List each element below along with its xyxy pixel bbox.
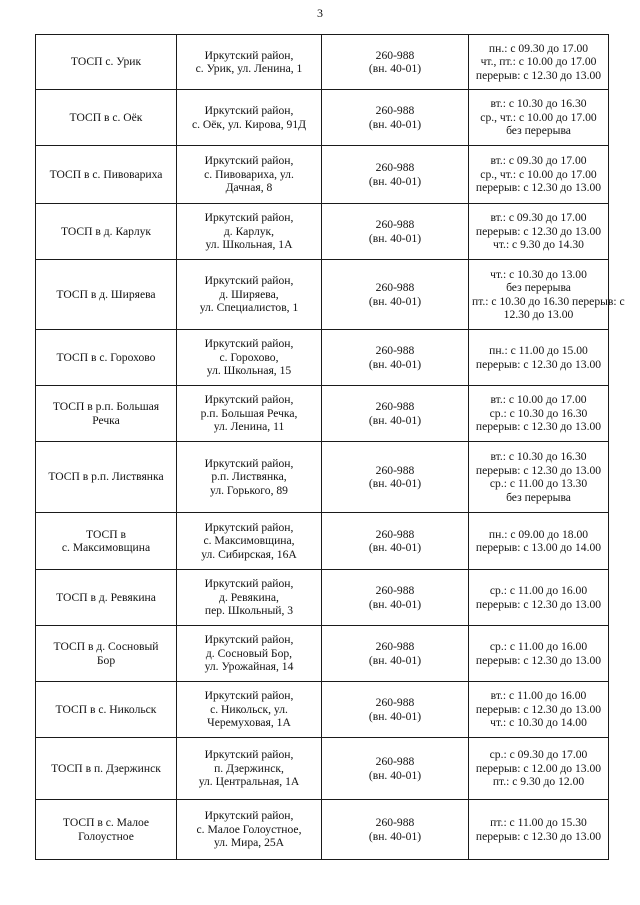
hours-line: перерыв: с 13.00 до 14.00: [475, 541, 602, 554]
address-line: р.п. Большая Речка,: [200, 406, 298, 420]
address-line: ул. Урожайная, 14: [204, 660, 294, 674]
table-row: [36, 800, 609, 860]
phone-line: 260-988: [375, 755, 415, 768]
office-name-line: Голоустное: [78, 829, 134, 843]
hours-cell: [469, 738, 609, 800]
address-line: Иркутский район,: [204, 633, 294, 647]
office-name-line: ТОСП с. Урик: [70, 55, 142, 69]
hours-cell: [469, 626, 609, 682]
phone-line: 260-988: [375, 281, 415, 294]
address-line: Черемуховая, 1А: [207, 716, 291, 730]
address-line: Иркутский район,: [204, 520, 294, 534]
hours-line: пт.: с 9.30 до 12.00: [492, 775, 585, 789]
address-line: ул. Школьная, 15: [206, 364, 292, 378]
office-name-cell: [36, 513, 177, 570]
office-name-line: ТОСП в д. Ревякина: [56, 590, 156, 604]
address-cell: [177, 330, 322, 386]
phone-cell: [322, 738, 469, 800]
hours-line: пт.: с 10.30 до 16.30 перерыв: с: [472, 294, 625, 308]
address-cell: [177, 386, 322, 442]
hours-line: ср.: с 11.00 до 16.00: [489, 640, 588, 653]
address-line: ул. Мира, 25А: [213, 836, 285, 850]
hours-line: ср., чт.: с 10.00 до 17.00: [480, 110, 597, 124]
address-line: ул. Школьная, 1А: [205, 238, 293, 252]
address-line: Иркутский район,: [204, 748, 294, 762]
phone-line: 260-988: [375, 48, 415, 62]
office-name-cell: [36, 800, 177, 860]
hours-line: вт.: с 10.30 до 16.30: [490, 97, 587, 111]
page-number: 3: [317, 6, 323, 20]
office-name-line: ТОСП в: [86, 527, 126, 541]
address-cell: [177, 90, 322, 146]
table-row: [36, 513, 609, 570]
address-line: с. Урик, ул. Ленина, 1: [195, 62, 303, 75]
office-name-cell: [36, 738, 177, 800]
address-cell: [177, 204, 322, 260]
office-name-line: ТОСП в п. Дзержинск: [51, 761, 161, 775]
address-line: Иркутский район,: [204, 393, 294, 407]
table-row: [36, 90, 609, 146]
address-line: ул. Центральная, 1А: [198, 775, 300, 789]
address-line: Иркутский район,: [204, 274, 294, 288]
phone-cell: [322, 330, 469, 386]
address-line: Иркутский район,: [204, 456, 294, 470]
phone-cell: [322, 386, 469, 442]
hours-cell: [469, 570, 609, 626]
table-row: [36, 204, 609, 260]
hours-line: вт.: с 10.00 до 17.00: [490, 393, 587, 407]
office-name-cell: [36, 626, 177, 682]
address-cell: [177, 513, 322, 570]
hours-line: пн.: с 09.00 до 18.00: [488, 527, 589, 541]
address-line: пер. Школьный, 3: [204, 604, 294, 618]
address-line: д. Ширяева,: [219, 287, 279, 301]
hours-cell: [469, 682, 609, 738]
hours-line: ср.: с 11.00 до 16.00: [489, 584, 588, 597]
hours-line: перерыв: с 12.30 до 13.00: [475, 702, 602, 716]
address-line: Иркутский район,: [204, 337, 294, 351]
table-row: [36, 386, 609, 442]
phone-line: (вн. 40-01): [368, 174, 422, 188]
hours-cell: [469, 513, 609, 570]
hours-line: пн.: с 09.30 до 17.00: [488, 41, 589, 55]
phone-line: (вн. 40-01): [368, 294, 422, 308]
hours-line: перерыв: с 12.00 до 13.00: [475, 761, 602, 775]
hours-line: пн.: с 11.00 до 15.00: [489, 344, 588, 357]
office-name-line: ТОСП в с. Оёк: [69, 110, 143, 124]
address-cell: [177, 442, 322, 513]
office-name-line: ТОСП в р.п. Листвянка: [48, 470, 164, 484]
phone-cell: [322, 626, 469, 682]
offices-table-body: [36, 35, 625, 860]
address-line: ул. Ленина, 11: [213, 420, 285, 434]
hours-cell: [469, 260, 625, 330]
office-name-line: Бор: [96, 653, 116, 667]
address-cell: [177, 260, 322, 330]
office-name-line: ТОСП в д. Сосновый: [53, 640, 159, 653]
phone-cell: [322, 800, 469, 860]
hours-line: перерыв: с 12.30 до 13.00: [475, 829, 602, 843]
table-row: [36, 626, 609, 682]
address-cell: [177, 800, 322, 860]
address-line: Иркутский район,: [204, 154, 294, 168]
phone-line: 260-988: [375, 463, 415, 477]
table-row: [36, 738, 609, 800]
address-cell: [177, 35, 322, 90]
hours-line: перерыв: с 12.30 до 13.00: [475, 181, 602, 195]
hours-line: 12.30 до 13.00: [503, 308, 574, 321]
hours-line: перерыв: с 12.30 до 13.00: [475, 68, 602, 82]
phone-line: (вн. 40-01): [368, 413, 422, 427]
office-name-cell: [36, 682, 177, 738]
address-line: Иркутский район,: [204, 689, 294, 703]
address-line: с. Максимовщина,: [203, 534, 295, 548]
hours-line: перерыв: с 12.30 до 13.00: [475, 357, 602, 371]
hours-line: перерыв: с 12.30 до 13.00: [475, 597, 602, 611]
office-name-line: ТОСП в с. Никольск: [55, 702, 157, 716]
phone-line: 260-988: [375, 816, 415, 829]
hours-cell: [469, 35, 609, 90]
phone-line: 260-988: [375, 344, 415, 357]
address-line: Иркутский район,: [204, 48, 294, 62]
hours-line: вт.: с 09.30 до 17.00: [490, 211, 587, 225]
address-line: д. Карлук,: [223, 224, 275, 238]
phone-line: (вн. 40-01): [368, 231, 422, 245]
address-line: ул. Сибирская, 16А: [201, 547, 297, 561]
phone-line: 260-988: [375, 104, 415, 117]
office-name-cell: [36, 35, 177, 90]
phone-line: 260-988: [375, 400, 415, 413]
phone-cell: [322, 204, 469, 260]
phone-line: (вн. 40-01): [368, 477, 422, 490]
hours-line: вт.: с 11.00 до 16.00: [490, 689, 587, 703]
phone-cell: [322, 90, 469, 146]
phone-line: (вн. 40-01): [368, 357, 422, 371]
address-line: с. Оёк, ул. Кирова, 91Д: [191, 117, 307, 131]
hours-line: пт.: с 11.00 до 15.30: [490, 816, 587, 829]
hours-cell: [469, 146, 609, 204]
table-row: [36, 260, 609, 330]
office-name-cell: [36, 260, 177, 330]
office-name-line: ТОСП в д. Ширяева: [56, 287, 156, 301]
table-row: [36, 570, 609, 626]
hours-line: перерыв: с 12.30 до 13.00: [475, 653, 602, 667]
phone-line: 260-988: [375, 527, 415, 541]
phone-line: (вн. 40-01): [368, 62, 422, 75]
address-line: Иркутский район,: [204, 211, 294, 225]
address-line: р.п. Листвянка,: [211, 470, 287, 484]
phone-line: 260-988: [375, 584, 415, 597]
phone-line: 260-988: [375, 218, 415, 231]
hours-cell: [469, 90, 609, 146]
hours-line: чт.: с 9.30 до 14.30: [493, 238, 584, 252]
phone-cell: [322, 260, 469, 330]
hours-line: без перерыва: [506, 490, 571, 504]
hours-line: чт.: с 10.30 до 13.00: [490, 267, 587, 281]
address-cell: [177, 570, 322, 626]
table-row: [36, 682, 609, 738]
hours-cell: [469, 442, 609, 513]
office-name-cell: [36, 570, 177, 626]
office-name-cell: [36, 146, 177, 204]
phone-line: (вн. 40-01): [368, 709, 422, 723]
hours-line: чт., пт.: с 10.00 до 17.00: [480, 55, 597, 69]
office-name-cell: [36, 90, 177, 146]
hours-line: перерыв: с 12.30 до 13.00: [475, 420, 602, 434]
office-name-cell: [36, 386, 177, 442]
address-cell: [177, 626, 322, 682]
address-line: д. Ревякина,: [219, 590, 279, 604]
hours-line: ср.: с 09.30 до 17.00: [489, 748, 588, 762]
phone-line: (вн. 40-01): [368, 541, 422, 554]
address-line: с. Никольск, ул.: [210, 702, 288, 716]
hours-line: ср., чт.: с 10.00 до 17.00: [480, 167, 597, 181]
address-line: ул. Специалистов, 1: [199, 301, 299, 315]
hours-line: без перерыва: [506, 281, 571, 294]
address-line: с. Горохово,: [219, 350, 279, 364]
hours-line: перерыв: с 12.30 до 13.00: [475, 463, 602, 477]
table-row: [36, 330, 609, 386]
hours-cell: [469, 330, 609, 386]
address-line: Иркутский район,: [204, 577, 294, 591]
phone-cell: [322, 682, 469, 738]
phone-cell: [322, 146, 469, 204]
office-name-line: Речка: [92, 413, 120, 427]
address-line: д. Сосновый Бор,: [205, 646, 293, 660]
hours-line: перерыв: с 12.30 до 13.00: [475, 224, 602, 238]
office-name-line: ТОСП в р.п. Большая: [52, 400, 160, 413]
office-name-cell: [36, 442, 177, 513]
phone-line: 260-988: [375, 161, 415, 174]
address-line: ул. Горького, 89: [210, 483, 288, 497]
phone-cell: [322, 570, 469, 626]
phone-line: (вн. 40-01): [368, 597, 422, 611]
office-name-line: ТОСП в с. Горохово: [56, 350, 156, 364]
phone-line: 260-988: [375, 640, 415, 653]
office-name-line: с. Максимовщина: [61, 541, 151, 554]
office-name-cell: [36, 330, 177, 386]
address-line: Дачная, 8: [225, 181, 273, 195]
offices-table: [35, 34, 625, 860]
table-row: [36, 146, 609, 204]
address-cell: [177, 682, 322, 738]
phone-line: (вн. 40-01): [368, 653, 422, 667]
phone-line: 260-988: [375, 696, 415, 709]
hours-line: вт.: с 09.30 до 17.00: [490, 154, 587, 168]
phone-cell: [322, 513, 469, 570]
address-line: п. Дзержинск,: [214, 761, 284, 775]
table-row: [36, 35, 609, 90]
phone-cell: [322, 35, 469, 90]
hours-line: чт.: с 10.30 до 14.00: [490, 716, 587, 730]
hours-cell: [469, 386, 609, 442]
office-name-cell: [36, 204, 177, 260]
table-row: [36, 442, 609, 513]
hours-line: ср.: с 11.00 до 13.30: [489, 477, 588, 490]
hours-line: ср.: с 10.30 до 16.30: [489, 406, 588, 420]
address-line: Иркутский район,: [204, 104, 294, 117]
phone-line: (вн. 40-01): [368, 768, 422, 782]
hours-line: без перерыва: [506, 124, 571, 138]
address-line: Иркутский район,: [204, 809, 294, 823]
office-name-line: ТОСП в д. Карлук: [60, 224, 152, 238]
office-name-line: ТОСП в с. Пивовариха: [49, 167, 163, 181]
phone-line: (вн. 40-01): [368, 117, 422, 131]
hours-cell: [469, 204, 609, 260]
address-line: с. Пивовариха, ул.: [204, 167, 294, 181]
address-line: с. Малое Голоустное,: [196, 822, 302, 836]
hours-cell: [469, 800, 609, 860]
phone-cell: [322, 442, 469, 513]
phone-line: (вн. 40-01): [368, 829, 422, 843]
address-cell: [177, 738, 322, 800]
hours-line: вт.: с 10.30 до 16.30: [490, 450, 587, 463]
office-name-line: ТОСП в с. Малое: [62, 816, 150, 829]
address-cell: [177, 146, 322, 204]
